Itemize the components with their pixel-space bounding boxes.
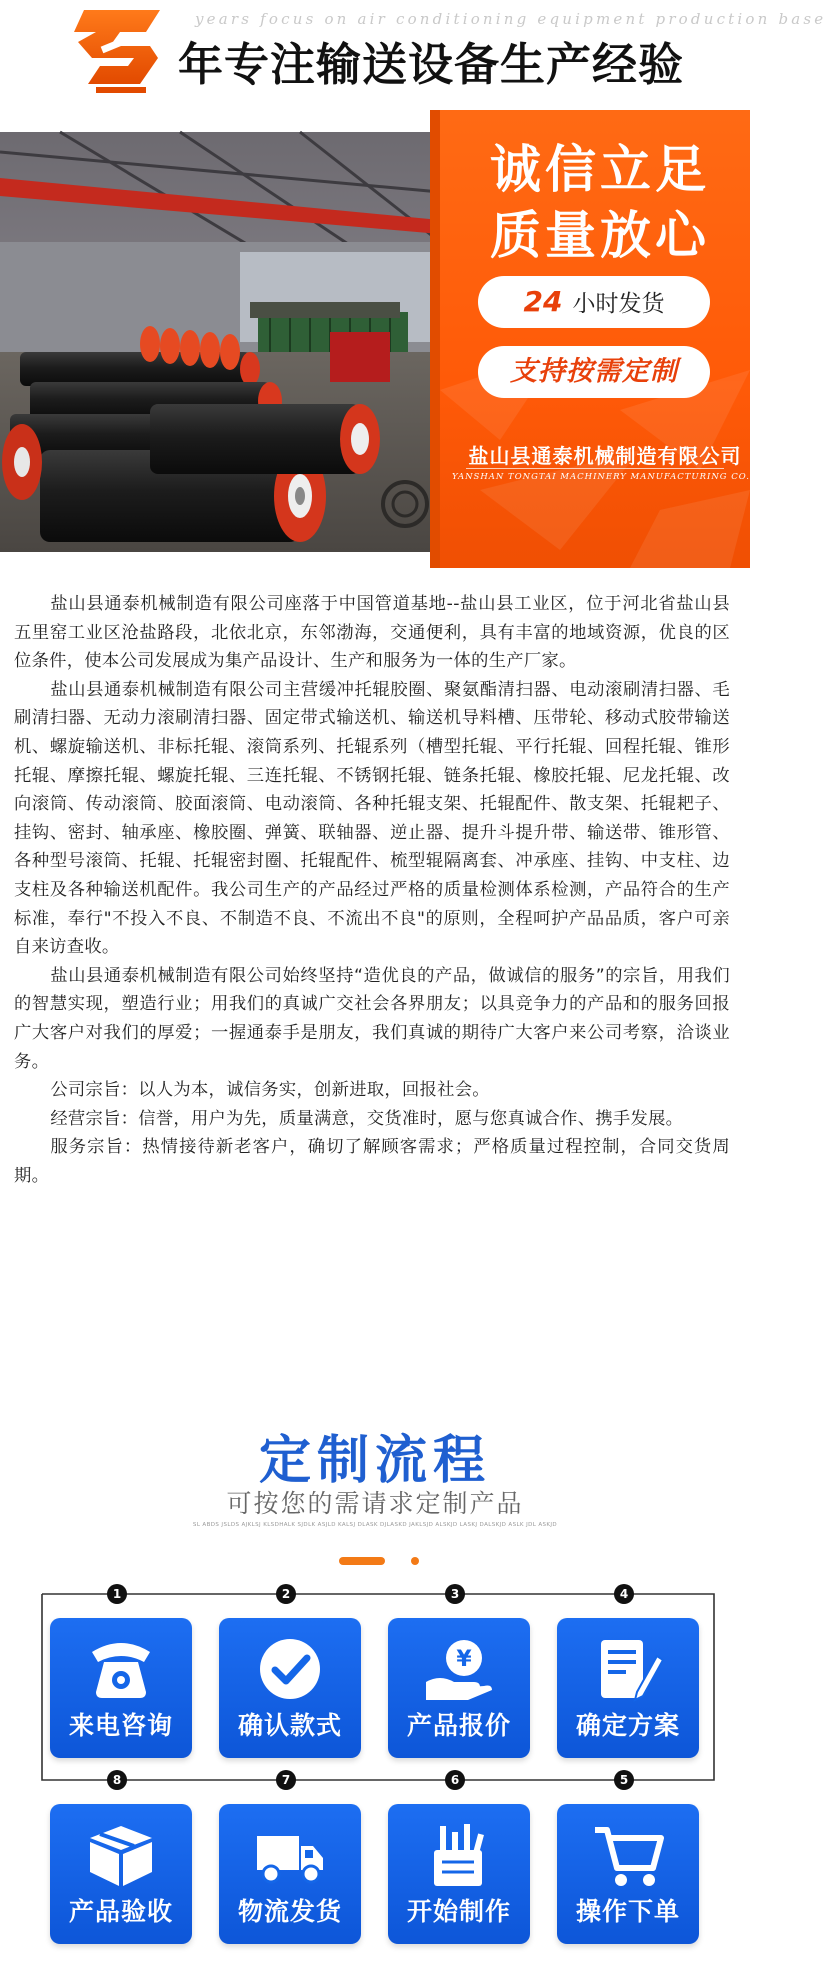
step-card-production[interactable] (388, 1804, 530, 1944)
step-card-confirm[interactable] (219, 1618, 361, 1758)
header-tagline: years focus on air conditioning equipment production base (195, 10, 826, 28)
check-icon (255, 1636, 325, 1702)
intro-paragraph: 服务宗旨：热情接待新老客户，确切了解顾客需求；严格质量过程控制，合同交货周期。 (14, 1137, 730, 1186)
section-dot-decoration (411, 1557, 419, 1565)
step-label: 开始制作 (406, 1897, 511, 1926)
cart-icon (593, 1822, 663, 1888)
document-pen-icon (593, 1636, 663, 1702)
page-header (0, 0, 826, 118)
company-divider (466, 468, 724, 469)
step-label: 来电咨询 (68, 1711, 173, 1740)
slogan-line1: 诚信立足 (489, 141, 710, 200)
step-label: 产品报价 (406, 1711, 511, 1740)
company-name-en: YANSHAN TONGTAI MACHINERY MANUFACTURING CO., LTD. (452, 472, 782, 482)
step-card-quote[interactable] (388, 1618, 530, 1758)
factory-photo (0, 132, 440, 552)
tools-icon (424, 1822, 494, 1888)
step-label: 操作下单 (575, 1897, 680, 1926)
step-card-call[interactable] (50, 1618, 192, 1758)
process-subtitle: 可按您的需请求定制产品 (226, 1489, 524, 1518)
truck-icon (255, 1822, 325, 1888)
badge-custom-text: 支持按需定制 (510, 356, 678, 387)
header-title: 年专注输送设备生产经验 (178, 38, 685, 91)
step-number: 7 (276, 1770, 296, 1790)
step-label: 确定方案 (575, 1711, 680, 1740)
step-number: 6 (445, 1770, 465, 1790)
intro-paragraph: 经营宗旨：信誉，用户为先，质量满意，交货准时，愿与您真诚合作、携手发展。 (50, 1108, 684, 1129)
badge-custom (478, 346, 710, 398)
company-name-cn: 盐山县通泰机械制造有限公司 (468, 444, 742, 468)
intro-paragraph: 盐山县通泰机械制造有限公司始终坚持“造优良的产品，做诚信的服务”的宗旨，用我们的智慧实现，塑造行业；用我们的真诚广交社会各界朋友；以具竞争力的产品和的服务回报广大客户对我们的厚爱；一握通泰手是朋友，我们真诚的期待广大客户来公司考察，洽谈业务。 (14, 965, 730, 1072)
box-icon (86, 1822, 156, 1888)
step-number: 2 (276, 1584, 296, 1604)
price-hand-icon (424, 1636, 494, 1702)
slogan-panel (440, 110, 782, 568)
step-number: 5 (614, 1770, 634, 1790)
step-card-order[interactable] (557, 1804, 699, 1944)
step-label: 产品验收 (68, 1897, 173, 1926)
badge-24h-number: 24 (523, 285, 563, 318)
intro-paragraph: 盐山县通泰机械制造有限公司座落于中国管道基地--盐山县工业区，位于河北省盐山县五里窑工业区沧盐路段，北依北京，东邻渤海，交通便利，具有丰富的地域资源，优良的区位条件，使本公司发展成为集产品设计、生产和服务为一体的生产厂家。 (14, 594, 730, 672)
step-number: 8 (107, 1770, 127, 1790)
svg-text:¥: ¥ (456, 1647, 472, 1672)
section-dash-decoration (339, 1557, 385, 1565)
step-number: 4 (614, 1584, 634, 1604)
company-intro (14, 590, 730, 1190)
step-label: 确认款式 (237, 1711, 342, 1740)
step-number: 1 (107, 1584, 127, 1604)
hero-banner (0, 132, 782, 568)
step-card-shipping[interactable] (219, 1804, 361, 1944)
badge-24h (478, 276, 710, 328)
process-title: 定制流程 (258, 1431, 491, 1491)
intro-paragraph: 公司宗旨：以人为本，诚信务实，创新进取，回报社会。 (50, 1080, 490, 1101)
step-label: 物流发货 (237, 1897, 342, 1926)
slogan-line2: 质量放心 (489, 207, 710, 266)
phone-icon (86, 1636, 156, 1702)
process-fine-print: SL ABDS JSLDS AJKLSJ KLSDHALK SJDLK ASJLD KALSJ DLASK DJLASKD JAKLSJD ALSKJD LASKJ DALSKJD ASLK JDL ASKJD (192, 1522, 558, 1528)
step-card-accept[interactable] (50, 1804, 192, 1944)
step-card-plan[interactable] (557, 1618, 699, 1758)
badge-24h-text: 小时发货 (572, 291, 665, 317)
factory-illustration (0, 132, 440, 552)
step-number: 3 (445, 1584, 465, 1604)
intro-paragraph: 盐山县通泰机械制造有限公司主营缓冲托辊胶圈、聚氨酯清扫器、电动滚刷清扫器、毛刷清扫器、无动力滚刷清扫器、固定带式输送机、输送机导料槽、压带轮、移动式胶带输送机、螺旋输送机、非标托辊、滚筒系列、托辊系列（槽型托辊、平行托辊、回程托辊、锥形托辊、摩擦托辊、螺旋托辊、三连托辊、不锈钢托辊、链条托辊、橡胶托辊、尼龙托辊、改向滚筒、传动滚筒、胶面滚筒、电动滚筒、各种托辊支架、托辊配件、散支架、托辊耙子、挂钩、密封、轴承座、橡胶圈、弹簧、联轴器、逆止器、提升斗提升带、输送带、锥形管、各种型号滚筒、托辊、托辊密封圈、托辊配件、梳型辊隔离套、冲承座、挂钩、中支柱、边支柱及各种输送机配件。我公司生产的产品经过严格的质量检测体系检测，产品符合的生产标准，奉行"不投入不良、不制造不良、不流出不良"的原则，全程呵护产品品质，客户可亲自来访查收。 (14, 679, 730, 958)
logo-badge-icon (66, 6, 170, 104)
